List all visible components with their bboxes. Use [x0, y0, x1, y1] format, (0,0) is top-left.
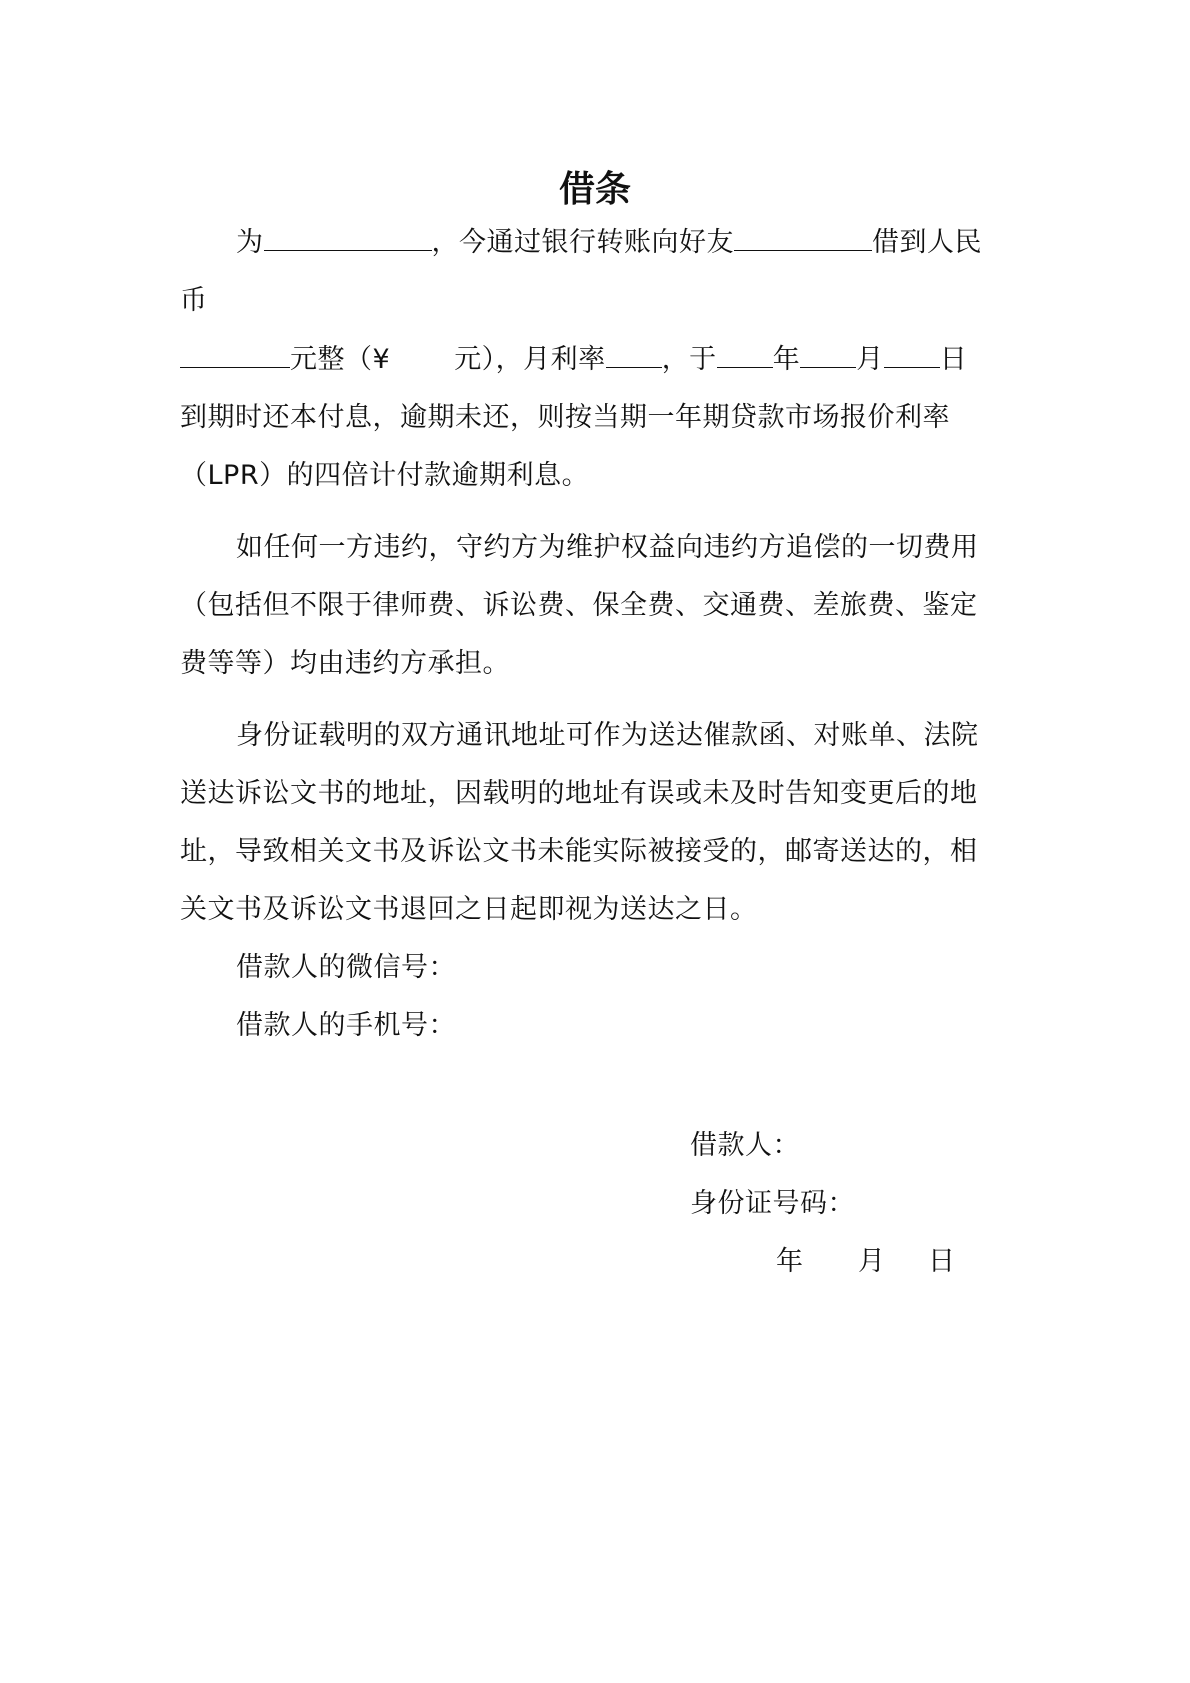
para3-line3: 址，导致相关文书及诉讼文书未能实际被接受的，邮寄送达的，相	[180, 836, 978, 867]
date-year-label: 年	[776, 1246, 804, 1277]
para1-text: 元整（¥	[290, 344, 391, 375]
para1-text: 年	[772, 344, 801, 375]
para3-line2: 送达诉讼文书的地址，因载明的地址有误或未及时告知变更后的地	[180, 778, 978, 809]
id-number-label: 身份证号码：	[690, 1188, 855, 1219]
para1-text: ，于	[661, 344, 717, 375]
para1-line1	[236, 222, 982, 263]
para1-text: ，今通过银行转账向好友	[431, 227, 734, 258]
para1-text: 借到人民	[872, 227, 982, 258]
para1-line3	[180, 339, 967, 380]
due-year-blank[interactable]	[717, 339, 773, 368]
para2-line3: 费等等）均由违约方承担。	[180, 648, 510, 679]
due-day-blank[interactable]	[884, 339, 940, 368]
para1-line5: （LPR）的四倍计付款逾期利息。	[180, 460, 590, 491]
page-title: 借条	[558, 169, 631, 210]
wechat-label: 借款人的微信号：	[236, 952, 456, 983]
para1-text: 月	[856, 344, 884, 375]
phone-label: 借款人的手机号：	[236, 1010, 456, 1041]
para1-text: 元），月利率	[454, 344, 606, 375]
interest-rate-blank[interactable]	[606, 339, 662, 368]
amount-words-blank[interactable]	[180, 339, 290, 368]
para2-line1: 如任何一方违约，守约方为维护权益向违约方追偿的一切费用	[236, 532, 979, 563]
para1-line2: 币	[180, 285, 208, 316]
para3-line4: 关文书及诉讼文书退回之日起即视为送达之日。	[180, 894, 758, 925]
due-month-blank[interactable]	[800, 339, 856, 368]
date-month-label: 月	[858, 1246, 886, 1277]
para1-text: 日	[939, 344, 968, 375]
para1-text: 为	[236, 227, 264, 258]
date-day-label: 日	[928, 1246, 956, 1277]
para2-line2: （包括但不限于律师费、诉讼费、保全费、交通费、差旅费、鉴定	[180, 590, 978, 621]
purpose-blank[interactable]	[264, 222, 432, 251]
borrower-label: 借款人：	[690, 1130, 800, 1161]
para1-line4: 到期时还本付息，逾期未还，则按当期一年期贷款市场报价利率	[180, 402, 950, 433]
para3-line1: 身份证载明的双方通讯地址可作为送达催款函、对账单、法院	[236, 720, 979, 751]
lender-name-blank[interactable]	[734, 222, 872, 251]
